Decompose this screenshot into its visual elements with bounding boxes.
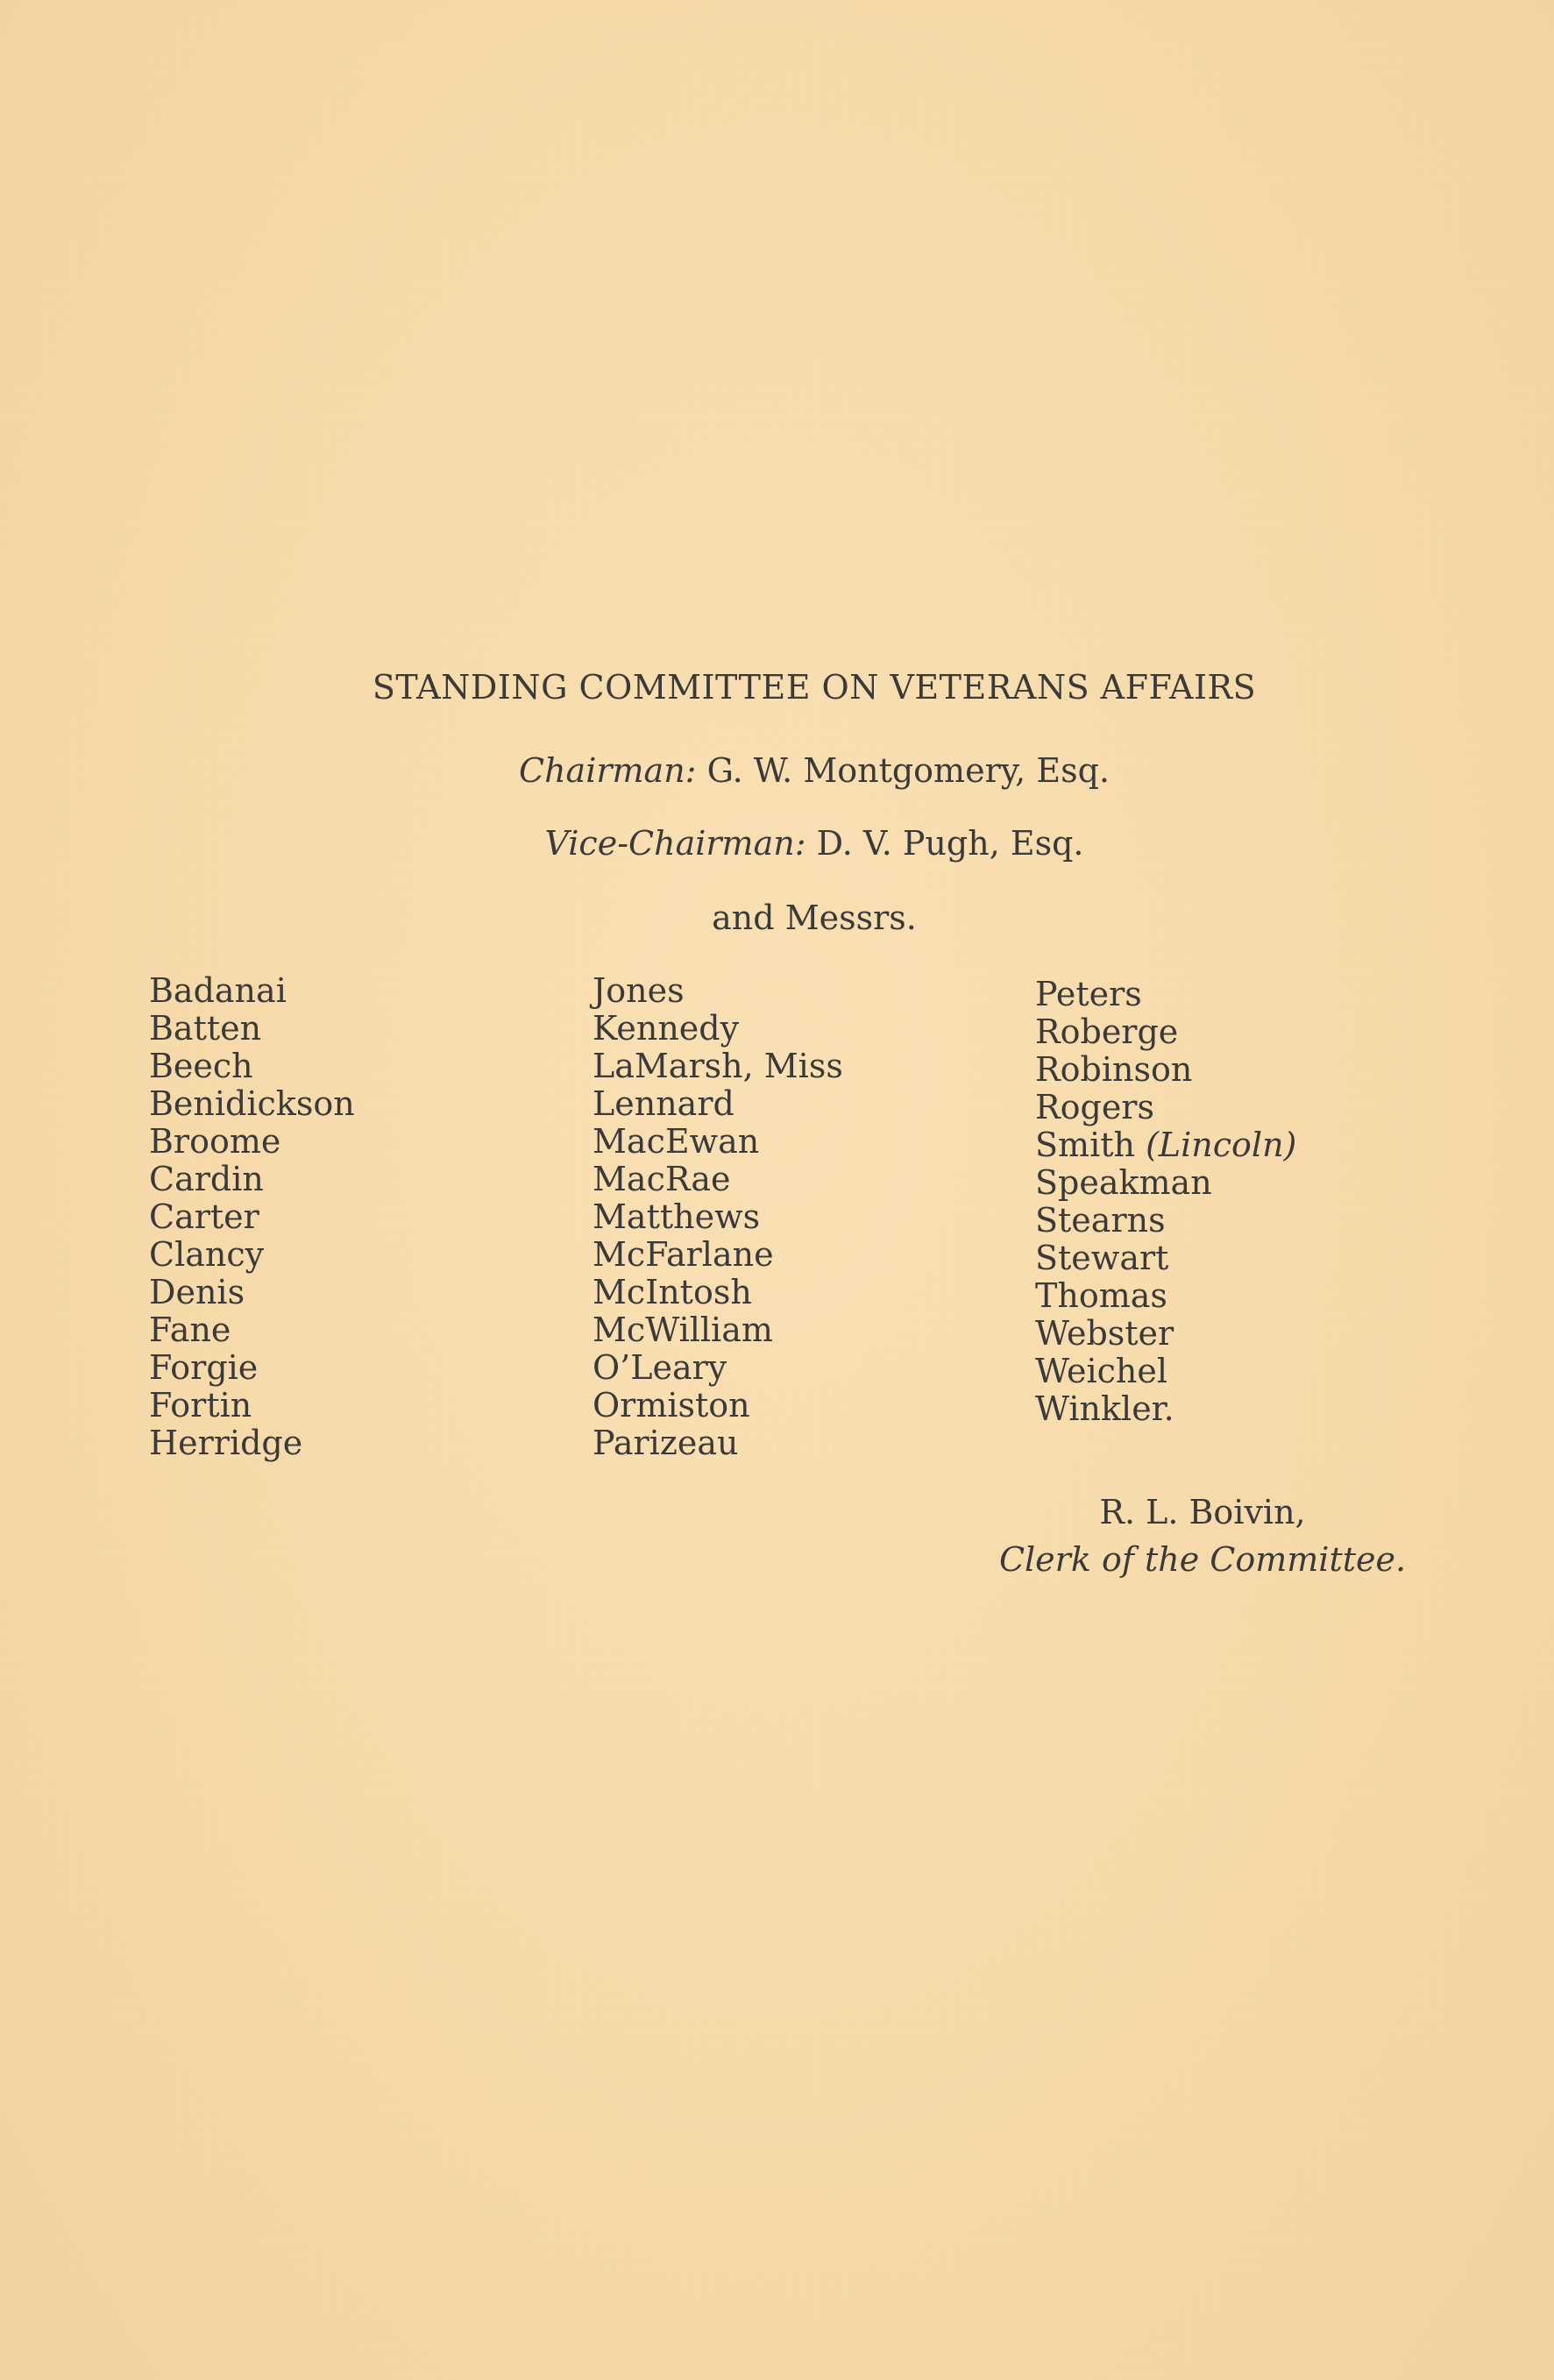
member-name: Kennedy bbox=[593, 1009, 740, 1048]
chairman-role: Chairman: bbox=[519, 751, 697, 790]
clerk-name: R. L. Boivin, bbox=[1099, 1493, 1306, 1531]
member-name: Stearns bbox=[1035, 1201, 1166, 1240]
member-name: Herridge bbox=[149, 1424, 303, 1462]
smith-riding-note: (Lincoln) bbox=[1146, 1126, 1297, 1164]
clerk-title: Clerk of the Committee. bbox=[998, 1540, 1407, 1579]
member-name: Roberge bbox=[1035, 1012, 1179, 1051]
member-name: Badanai bbox=[149, 971, 287, 1010]
member-name: Webster bbox=[1035, 1314, 1174, 1353]
member-name: Parizeau bbox=[593, 1424, 739, 1462]
committee-title: STANDING COMMITTEE ON VETERANS AFFAIRS bbox=[372, 668, 1257, 707]
member-name: Ormiston bbox=[593, 1386, 750, 1424]
member-name: Benidickson bbox=[149, 1084, 355, 1123]
member-name: Broome bbox=[149, 1122, 281, 1161]
member-name: Clancy bbox=[149, 1235, 265, 1274]
member-name: Winkler. bbox=[1035, 1389, 1174, 1428]
vice-chairman-role: Vice-Chairman: bbox=[544, 824, 806, 863]
members-column-3 bbox=[1035, 976, 1296, 1428]
member-name: Matthews bbox=[593, 1197, 761, 1236]
member-name: LaMarsh, Miss bbox=[593, 1047, 843, 1085]
member-name: MacEwan bbox=[593, 1122, 760, 1161]
members-column-1 bbox=[149, 972, 355, 1462]
member-name: O’Leary bbox=[593, 1348, 727, 1387]
member-name: Cardin bbox=[149, 1160, 264, 1198]
member-name: Beech bbox=[149, 1047, 253, 1085]
member-name: Denis bbox=[149, 1273, 245, 1311]
member-name: McIntosh bbox=[593, 1273, 752, 1311]
member-name: Thomas bbox=[1035, 1276, 1167, 1315]
member-name: Smith bbox=[1035, 1126, 1135, 1164]
chairman-line bbox=[0, 751, 1554, 790]
and-messrs: and Messrs. bbox=[712, 899, 917, 937]
member-name: Weichel bbox=[1035, 1352, 1167, 1390]
member-name: Speakman bbox=[1035, 1163, 1212, 1202]
member-name: Robinson bbox=[1035, 1050, 1193, 1089]
member-name: Peters bbox=[1035, 975, 1142, 1013]
vice-chairman-name: D. V. Pugh, Esq. bbox=[816, 824, 1084, 863]
members-column-2 bbox=[593, 972, 843, 1462]
member-name: Carter bbox=[149, 1197, 259, 1236]
member-name: MacRae bbox=[593, 1160, 731, 1198]
member-name: Jones bbox=[593, 971, 685, 1010]
member-name: McFarlane bbox=[593, 1235, 774, 1274]
member-name-smith bbox=[1035, 1126, 1296, 1164]
vice-chairman-line bbox=[0, 824, 1554, 863]
member-name: Fortin bbox=[149, 1386, 252, 1424]
member-name: Batten bbox=[149, 1009, 262, 1048]
member-name: Rogers bbox=[1035, 1088, 1154, 1126]
member-name: Forgie bbox=[149, 1348, 259, 1387]
member-name: Stewart bbox=[1035, 1239, 1169, 1277]
member-name: Fane bbox=[149, 1311, 231, 1349]
member-name: McWilliam bbox=[593, 1311, 773, 1349]
chairman-name: G. W. Montgomery, Esq. bbox=[706, 751, 1110, 790]
member-name: Lennard bbox=[593, 1084, 734, 1123]
